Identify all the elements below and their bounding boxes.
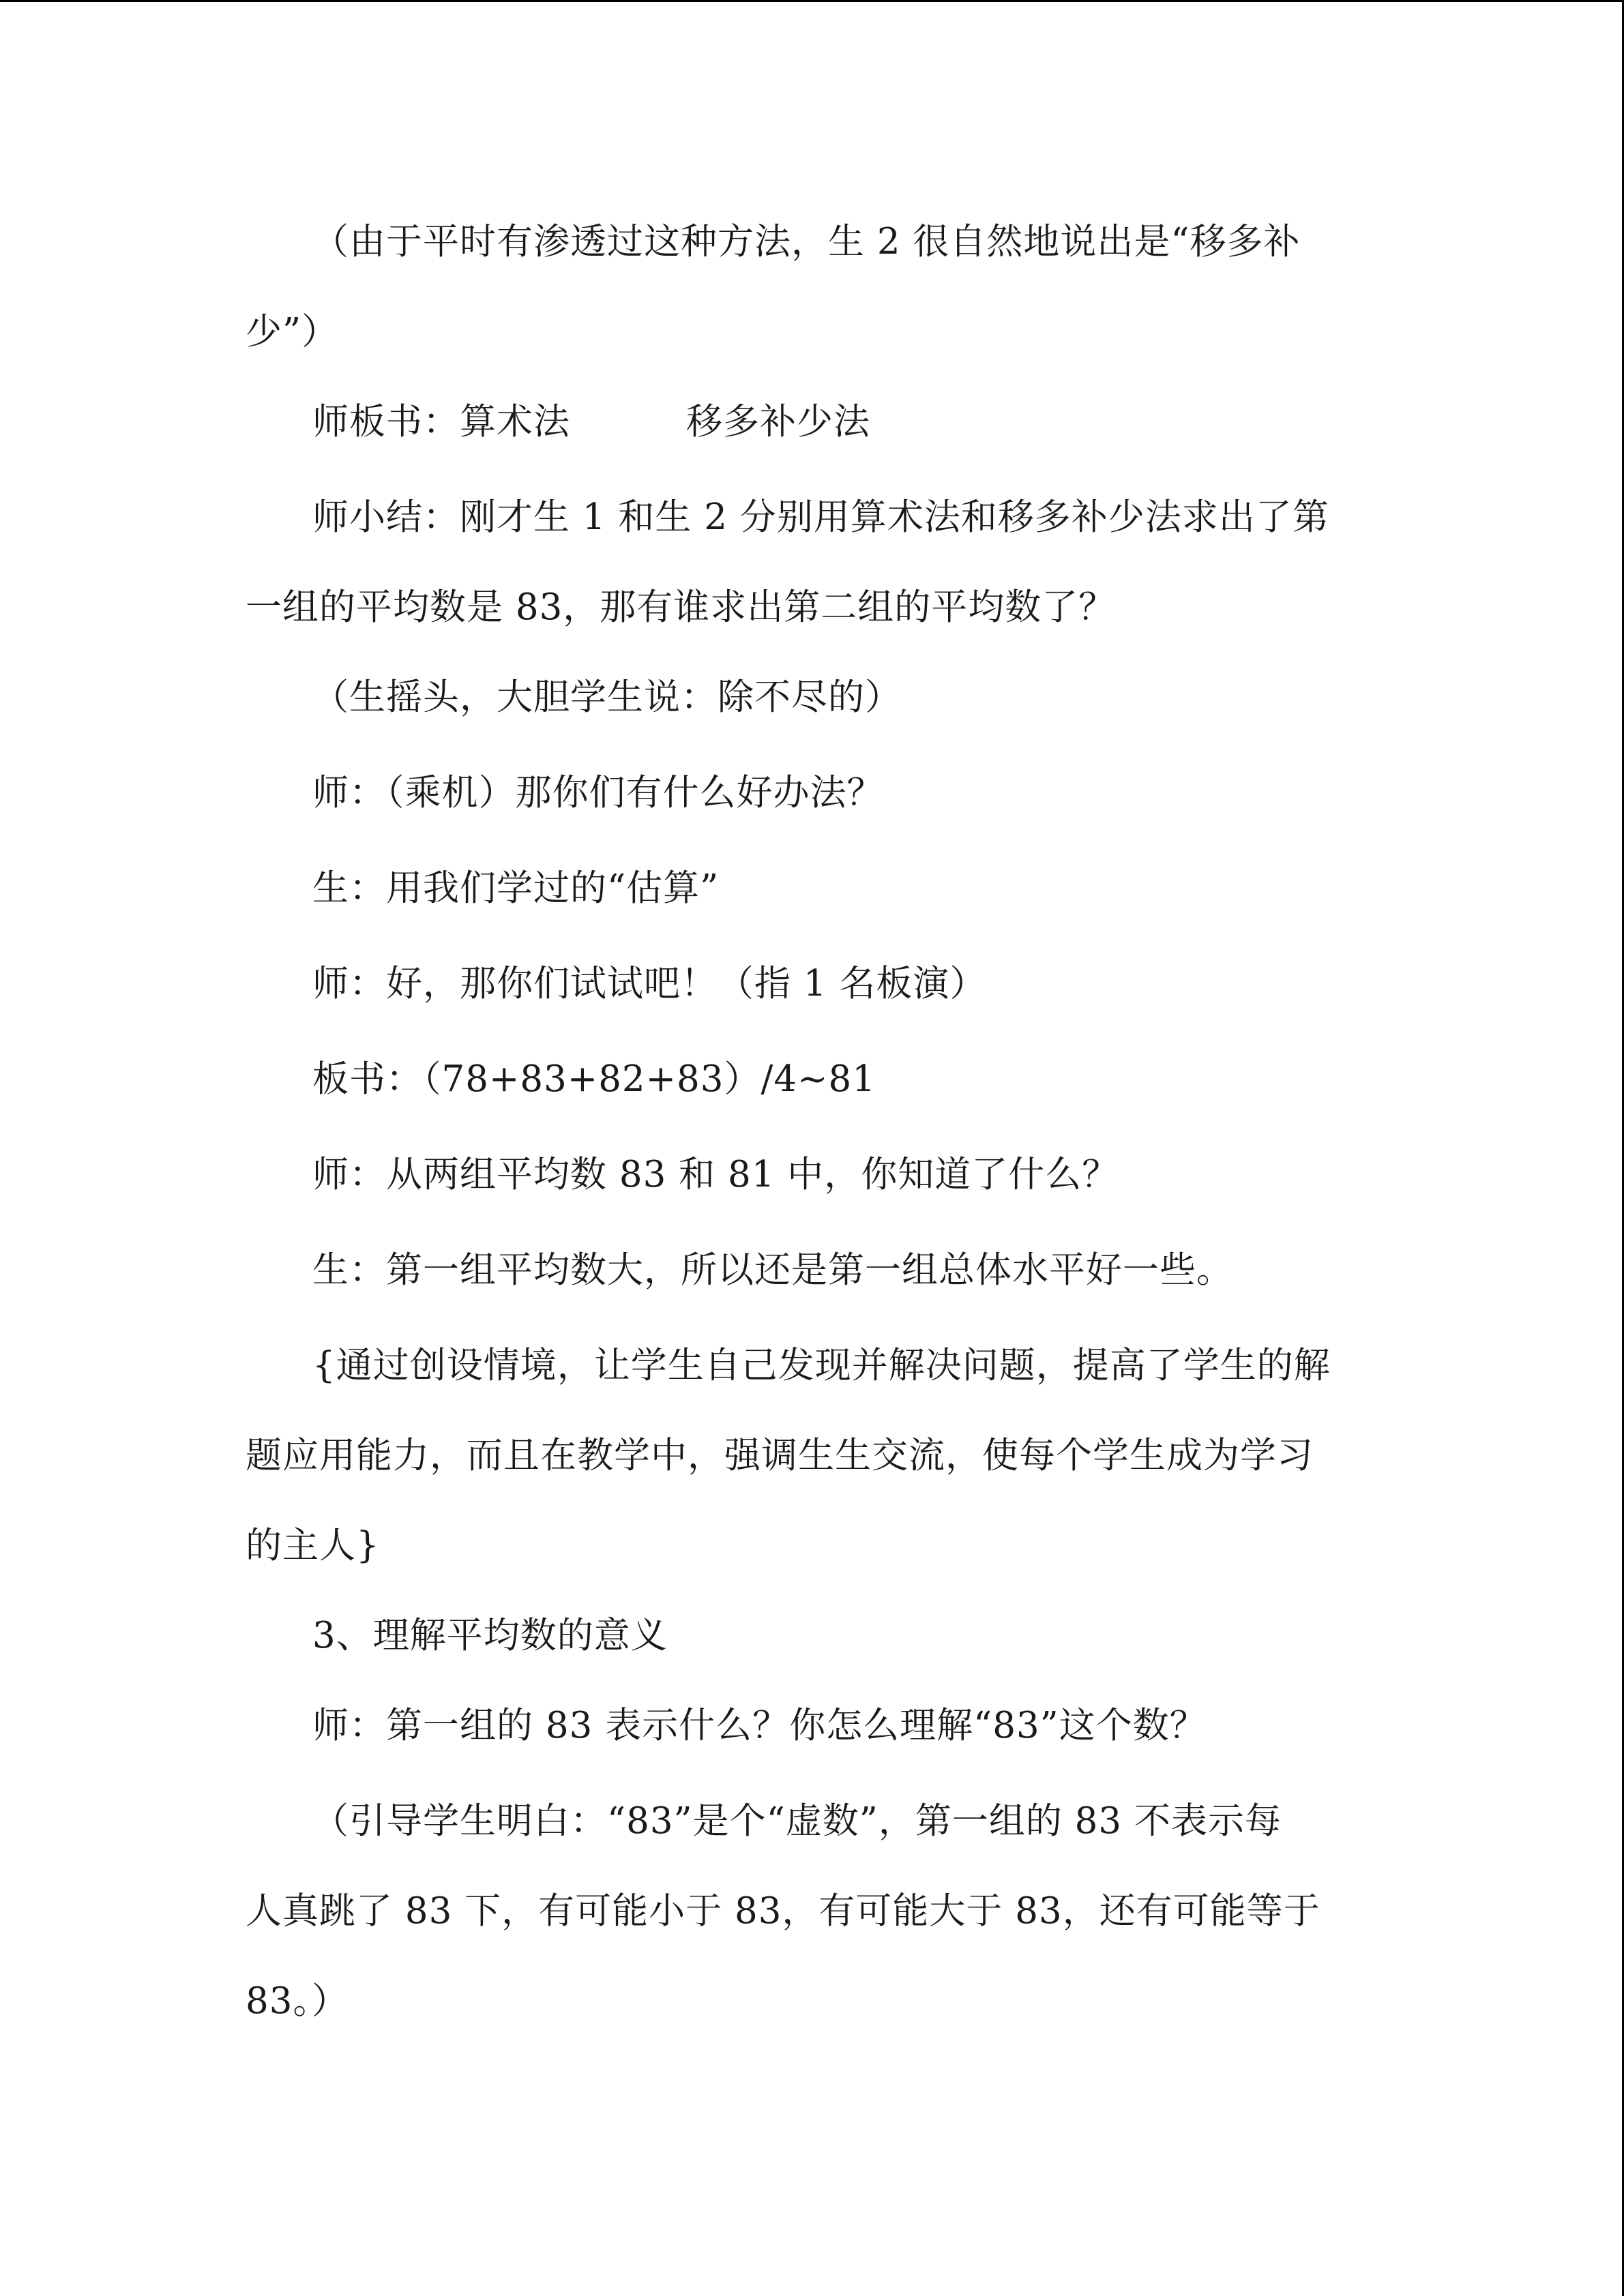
paragraph-6 (246, 844, 1371, 934)
paragraph-14 (246, 1776, 1371, 2046)
paragraph-line: 生：第一组平均数大，所以还是第一组总体水平好一些。 (312, 1249, 1233, 1291)
paragraph-9 (246, 1130, 1371, 1220)
paragraph-line: 生：用我们学过的“估算” (312, 867, 720, 909)
board-method-1: 师板书：算术法 (312, 401, 570, 443)
paragraph-line: 一组的平均数是 83，那有谁求出第二组的平均数了？ (246, 586, 1116, 628)
section-heading: 3、理解平均数的意义 (312, 1615, 668, 1656)
paragraph-10 (246, 1225, 1371, 1315)
paragraph-5 (246, 748, 1371, 838)
paragraph-line: 人真跳了 83 下，有可能小于 83，有可能大于 83，还有可能等于 (246, 1890, 1320, 1932)
paragraph-line: 的主人} (246, 1525, 380, 1566)
paragraph-line: 师：（乘机）那你们有什么好办法？ (312, 772, 884, 814)
paragraph-11 (246, 1321, 1371, 1591)
paragraph-7 (246, 939, 1371, 1029)
paragraph-1 (246, 197, 1371, 377)
paragraph-3 (246, 473, 1371, 653)
paragraph-8 (246, 1034, 1371, 1124)
paragraph-4 (246, 653, 1371, 743)
paragraph-12 (246, 1591, 1371, 1681)
paragraph-line: 题应用能力，而且在教学中，强调生生交流，使每个学生成为学习 (246, 1435, 1314, 1476)
paragraph-13 (246, 1681, 1371, 1771)
board-method-2: 移多补少法 (686, 401, 870, 443)
paragraph-line: （由于平时有渗透过这种方法，生 2 很自然地说出是“移多补 (312, 221, 1301, 263)
paragraph-line: 师：从两组平均数 83 和 81 中，你知道了什么？ (312, 1154, 1119, 1195)
paragraph-line: （生摇头，大胆学生说：除不尽的） (312, 676, 902, 718)
paragraph-line: （引导学生明白：“83”是个“虚数”，第一组的 83 不表示每 (312, 1800, 1282, 1842)
paragraph-line: 师：好，那你们试试吧！（指 1 名板演） (312, 963, 987, 1004)
paragraph-line: 83。） (246, 1980, 349, 2022)
paragraph-line (246, 377, 1371, 467)
paragraph-2 (246, 377, 1371, 467)
paragraph-line: {通过创设情境，让学生自己发现并解决问题，提高了学生的解 (312, 1345, 1331, 1386)
paragraph-line: 师：第一组的 83 表示什么？你怎么理解“83”这个数？ (312, 1705, 1207, 1746)
paragraph-line: 板书：（78+83+82+83）/4~81 (312, 1058, 876, 1100)
paragraph-line: 少”） (246, 311, 339, 353)
paragraph-line: 师小结：刚才生 1 和生 2 分别用算术法和移多补少法求出了第 (312, 496, 1329, 538)
